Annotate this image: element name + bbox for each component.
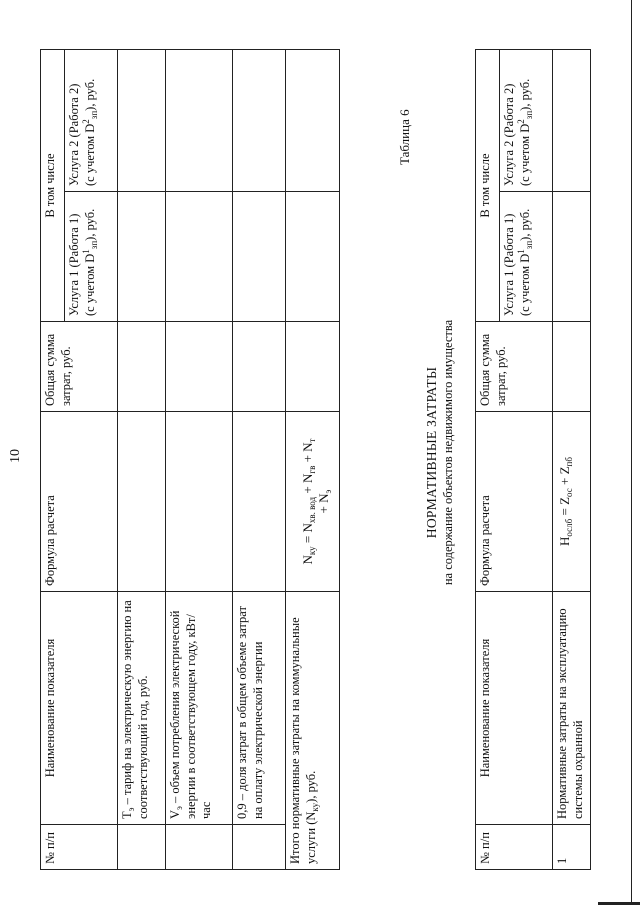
cell-service-1	[233, 192, 286, 322]
total-row-label: Итого нормативные затраты на коммунальные услуги $(N_{ку})$, руб.	[286, 592, 340, 870]
cell-service-2	[286, 50, 340, 192]
cell-service-1	[118, 192, 166, 322]
cell-formula	[166, 412, 233, 592]
header-service-2: Услуга 2 (Работа 2) (с учетом $D^2_{зп}$), руб.	[65, 50, 118, 192]
cell-service-1	[553, 192, 591, 322]
header-formula: Формула расчета	[41, 412, 118, 592]
table-caption: Таблица 6	[397, 109, 412, 165]
cell-name: $Т_э$ – тариф на электрическую энергию на соответствующий год, руб.	[118, 592, 166, 825]
table-header-row	[476, 50, 500, 870]
header-formula: Формула расчета	[476, 412, 553, 592]
cell-service-2	[118, 50, 166, 192]
page-number: 10	[8, 449, 23, 463]
cell-name: 0,9 – доля затрат в общем объеме затрат на оплату электрической энергии	[233, 592, 286, 825]
property-maintenance-table	[475, 49, 591, 870]
cell-total	[233, 322, 286, 412]
table-row	[233, 50, 286, 870]
cell-formula	[233, 412, 286, 592]
table-row	[118, 50, 166, 870]
header-including: В том числе	[41, 50, 65, 322]
header-name: Наименование показателя	[41, 592, 118, 825]
cell-formula	[118, 412, 166, 592]
header-num: № п/п	[41, 825, 118, 870]
cell-name: $V_э$ – объем потребления электрической энергии в соответствующем году, кВт/час	[166, 592, 233, 825]
cell-service-2	[553, 50, 591, 192]
header-service-1: Услуга 1 (Работа 1) (с учетом $D^1_{зп}$), руб.	[65, 192, 118, 322]
utilities-cost-table	[40, 49, 340, 870]
cell-total	[118, 322, 166, 412]
total-row-formula: $N_{ку} = N_{хв. вод} + N_{гв} + N_т$ + $N_э$	[286, 412, 340, 592]
header-num: № п/п	[476, 825, 553, 870]
cell-service-1	[286, 192, 340, 322]
cell-num	[166, 825, 233, 870]
header-name: Наименование показателя	[476, 592, 553, 825]
cell-formula: $Н_{ослб} = Z_{ос} + Z_{пб}$	[553, 412, 591, 592]
header-including: В том числе	[476, 50, 500, 322]
cell-num: 1	[553, 825, 591, 870]
cell-total	[553, 322, 591, 412]
cell-total	[166, 322, 233, 412]
table-header-row	[41, 50, 65, 870]
header-total: Общая сумма затрат, руб.	[41, 322, 118, 412]
section-subtitle: на содержание объектов недвижимого имущества	[441, 319, 455, 586]
table-row	[166, 50, 233, 870]
cell-service-2	[166, 50, 233, 192]
cell-num	[233, 825, 286, 870]
section-title: НОРМАТИВНЫЕ ЗАТРАТЫ	[424, 366, 439, 539]
table-total-row	[286, 50, 340, 870]
cell-name: Нормативные затраты на эксплуатацию системы охранной	[553, 592, 591, 825]
scan-edge-line	[631, 0, 632, 905]
cell-total	[286, 322, 340, 412]
header-service-1: Услуга 1 (Работа 1) (с учетом $D^1_{зп}$), руб.	[500, 192, 553, 322]
header-total: Общая сумма затрат, руб.	[476, 322, 553, 412]
table-row	[553, 50, 591, 870]
cell-service-2	[233, 50, 286, 192]
header-service-2: Услуга 2 (Работа 2) (с учетом $D^2_{зп}$), руб.	[500, 50, 553, 192]
cell-num	[118, 825, 166, 870]
cell-service-1	[166, 192, 233, 322]
